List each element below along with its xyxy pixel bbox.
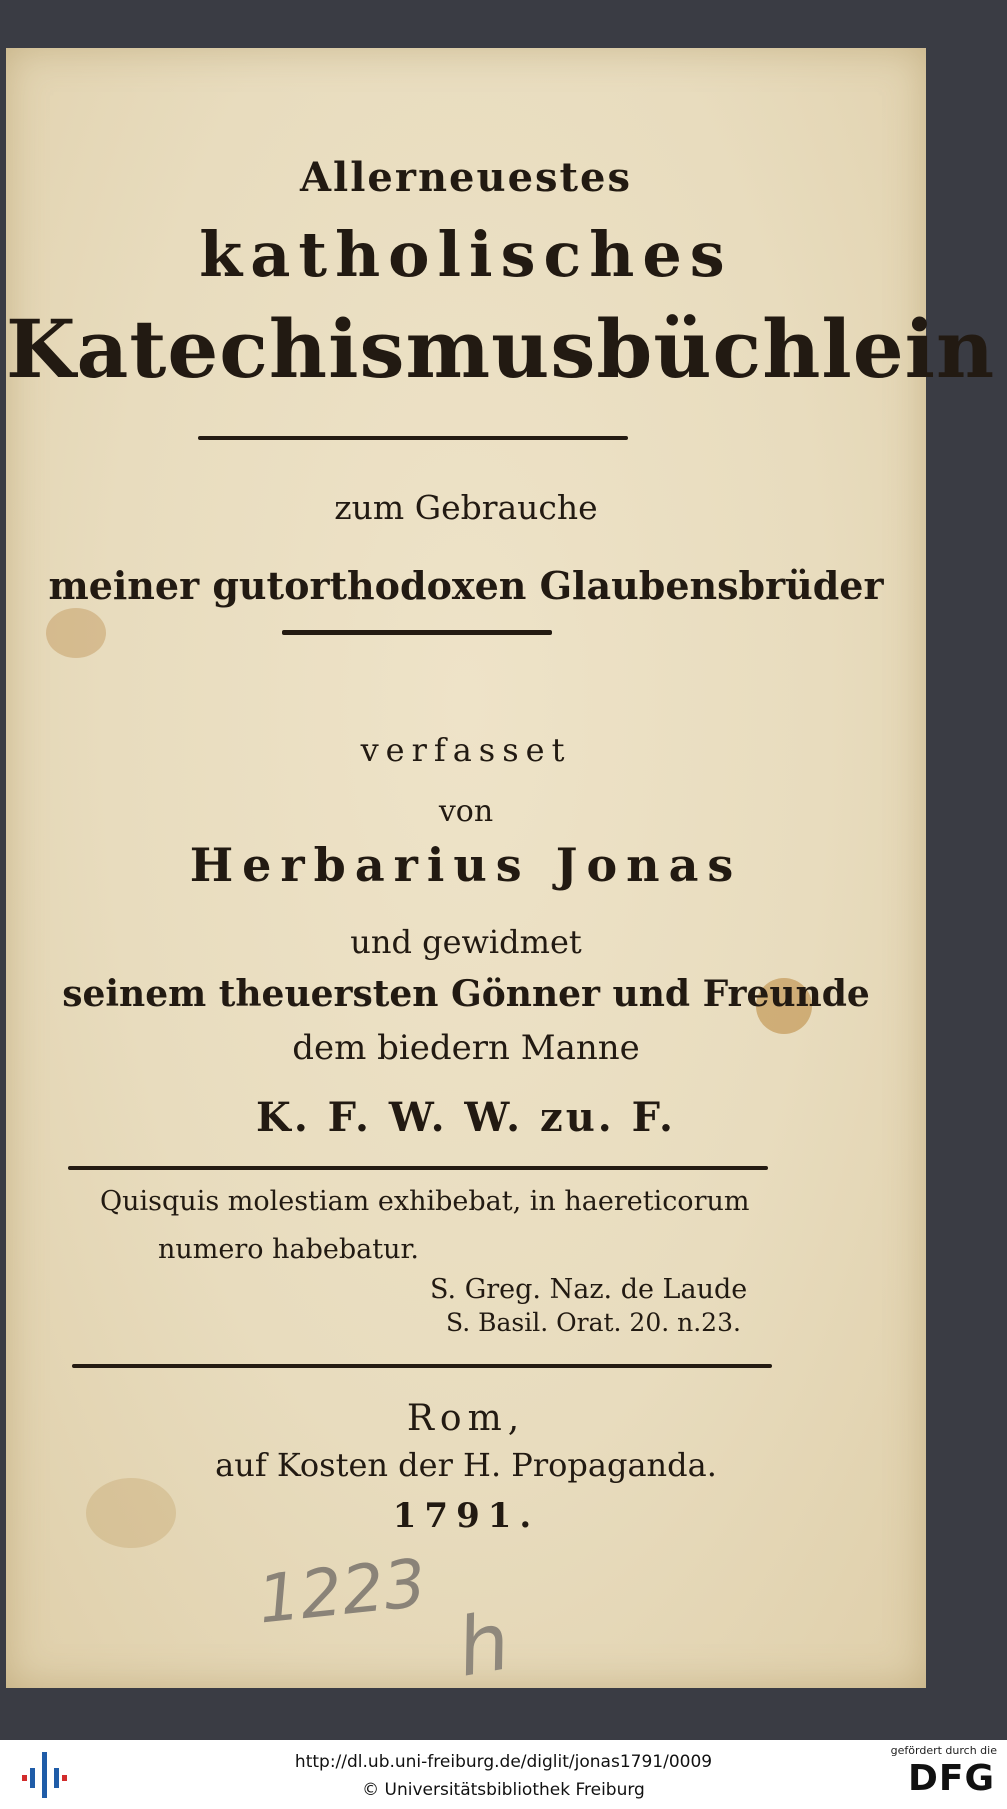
stain: [46, 608, 106, 658]
title-line-2: katholisches: [199, 218, 733, 291]
main-title: Katechismusbüchlein: [6, 302, 996, 396]
authorship-line: verfasset: [360, 731, 572, 769]
year: 1791.: [392, 1496, 540, 1536]
publisher: auf Kosten der H. Propaganda.: [215, 1446, 717, 1484]
von-line: von: [438, 794, 494, 829]
subtitle-line-2: meiner gutorthodoxen Glaubensbrüder: [48, 563, 884, 608]
dedicatee: K. F. W. W. zu. F.: [256, 1094, 676, 1141]
divider-rule: [282, 630, 552, 635]
permalink-url[interactable]: http://dl.ub.uni-freiburg.de/diglit/jonas1791/0009: [294, 1752, 713, 1772]
citation-line-2: S. Basil. Orat. 20. n.23.: [446, 1308, 741, 1337]
place: Rom,: [406, 1398, 526, 1439]
divider-rule: [68, 1166, 768, 1170]
handwritten-shelfmark: 1223: [254, 1544, 430, 1639]
divider-rule: [198, 436, 628, 440]
dedication-line-2: seinem theuersten Gönner und Freunde: [62, 973, 870, 1015]
motto-line-1: Quisquis molestiam exhibebat, in haereticorum: [100, 1186, 750, 1217]
divider-rule: [72, 1364, 772, 1368]
author-name: Herbarius Jonas: [189, 838, 743, 892]
handwritten-mark: h: [450, 1594, 517, 1695]
dedication-line-3: dem biedern Manne: [292, 1028, 640, 1068]
citation-line-1: S. Greg. Naz. de Laude: [430, 1274, 748, 1305]
title-page: [6, 48, 996, 1695]
dfg-logo: DFG: [907, 1758, 995, 1799]
title-line-1: Allerneuestes: [300, 154, 632, 201]
copyright-notice: © Universitätsbibliothek Freiburg: [362, 1780, 645, 1800]
funding-note: gefördert durch die: [890, 1744, 997, 1757]
dedication-line-1: und gewidmet: [350, 923, 582, 961]
subtitle-line-1: zum Gebrauche: [334, 488, 598, 527]
motto-line-2: numero habebatur.: [158, 1234, 419, 1265]
footer-bar: [0, 1740, 1007, 1809]
